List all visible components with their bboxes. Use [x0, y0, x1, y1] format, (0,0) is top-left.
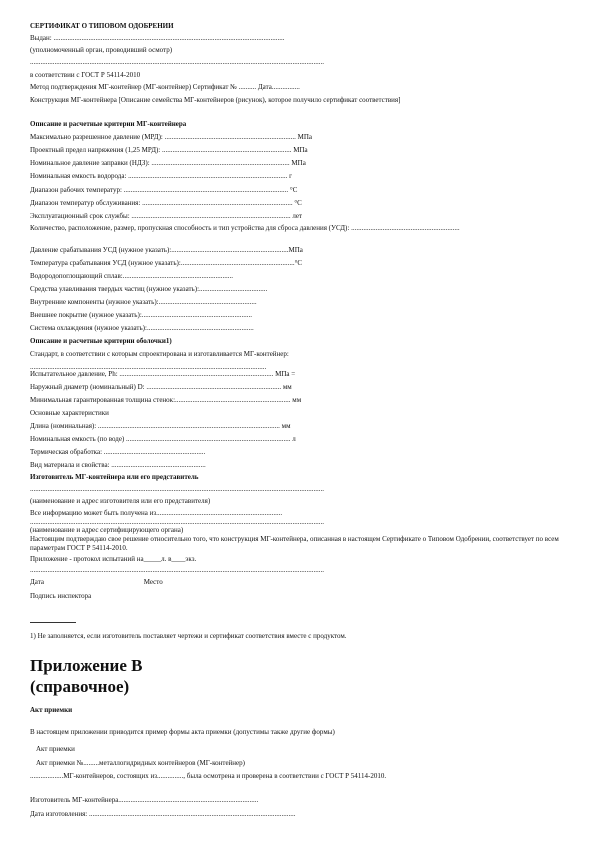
field-length: Длина (номинальная): ........................................................................................................ мм	[30, 422, 291, 430]
certificate-title: СЕРТИФИКАТ О ТИПОВОМ ОДОБРЕНИИ	[30, 22, 174, 30]
field-shell-standard: Стандарт, в соответствии с которым спроектирована и изготавливается МГ-контейнер:	[30, 350, 289, 358]
appendix-subtitle: (справочное)	[30, 677, 130, 696]
inspection-statement: ...................МГ-контейнеров, состоящих из..............., была осмотрена и проверена в соответствии с ГОСТ Р 54114-2010.	[30, 772, 387, 780]
information-source-line: Все информацию может быть получена из........................................................................	[30, 509, 283, 517]
inspector-signature-label: Подпись инспектора	[30, 592, 92, 600]
manufacturer-caption: (наименование и адрес изготовителя или его представителя)	[30, 497, 211, 505]
field-prd-description: Количество, расположение, размер, пропускная способность и тип устройства для сброса давления (УСД): ..............................................................	[30, 224, 460, 232]
footnote: 1) Не заполняется, если изготовитель поставляет чертежи и сертификат соответствия вместе с продуктом.	[30, 632, 347, 640]
blank-line: .......................................................................................................................................	[30, 363, 267, 371]
field-hydrogen-capacity: Номинальная емкость водорода: ........................................................................................... г	[30, 172, 293, 180]
field-test-pressure: Испытательное давление, Ph: ........................................................................................ МПа =	[30, 370, 296, 378]
issuing-authority-caption: (уполномоченный орган, проводивший осмотр)	[30, 46, 173, 54]
field-operating-temperature: Диапазон рабочих температур: .............................................................................................. °С	[30, 186, 298, 194]
container-manufacturer-line: Изготовитель МГ-контейнера................................................................................	[30, 796, 259, 804]
field-prd-temperature: Температура срабатывания УСД (нужное указать):.................................................................°С	[30, 259, 303, 267]
field-outer-diameter: Наружный диаметр (номинальный) D: ............................................................................. мм	[30, 383, 292, 391]
field-water-capacity: Номинальная емкость (по воде) .............................................................................................. л	[30, 435, 296, 443]
appendix-title: Приложение В	[30, 656, 143, 675]
field-nominal-fill-pressure: Номинальное давление заправки (НДЗ): ............................................................................... МПа	[30, 159, 306, 167]
appendix-intro: В настоящем приложении приводится пример формы акта приемки (допустимы также другие формы)	[30, 728, 335, 736]
confirmation-statement: Настоящим подтверждаю свое решение относительно того, что конструкция МГ-контейнера, описанная в настоящем Сертификате о Типовом Одобрении, соответствует по всем параметрам ГОСТ Р 54114-2010.	[30, 535, 559, 552]
field-service-temperature: Диапазон температур обслуживания: ...................................................................................... °С	[30, 199, 302, 207]
blank-line: ........................................................................................................................................................................	[30, 485, 324, 493]
field-particle-filter: Средства улавливания твердых частиц (нужное указать):.......................................	[30, 285, 268, 293]
section-heading-manufacturer: Изготовитель МГ-контейнера или его представитель	[30, 473, 199, 481]
section-heading-container: Описание и расчетные критерии МГ-контейнера	[30, 120, 187, 128]
field-material: Вид материала и свойства: ......................................................	[30, 461, 206, 469]
field-hydride-alloy: Водородопоглощающий сплав:...............................................................	[30, 272, 233, 280]
certifying-body-caption: (наименование и адрес сертифицирующего органа)	[30, 526, 184, 534]
field-prd-pressure: Давление срабатывания УСД (нужное указать):...................................................................МПа	[30, 246, 303, 254]
standard-reference: в соответствии с ГОСТ Р 54114-2010	[30, 71, 141, 79]
issued-by-line: Выдан: ....................................................................................................................................	[30, 34, 285, 42]
acceptance-act-title: Акт приемки	[36, 745, 75, 753]
acceptance-act-number-line: Акт приемки №.........металлогидридных контейнеров (МГ-контейнер)	[36, 759, 245, 767]
section-heading-main-characteristics: Основные характеристики	[30, 409, 109, 417]
field-design-stress: Проектный предел напряжения (1,25 МРД): .......................................................................... МПа	[30, 146, 308, 154]
date-place-line: Дата Место	[30, 578, 163, 586]
container-design-line: Конструкция МГ-контейнера [Описание семейства МГ-контейнеров (рисунок), которое получило сертификат соответствия]	[30, 96, 401, 104]
acceptance-act-heading: Акт приемки	[30, 706, 73, 714]
attachment-line: Приложение - протокол испытаний на_____л. в____экз.	[30, 555, 197, 563]
field-cooling-system: Система охлаждения (нужное указать):.............................................................	[30, 324, 254, 332]
field-heat-treatment: Термическая обработка: ..........................................................	[30, 448, 206, 456]
footnote-divider	[30, 622, 76, 623]
field-wall-thickness: Минимальная гарантированная толщина стенок:.................................................................. мм	[30, 396, 302, 404]
field-external-coating: Внешнее покрытие (нужное указать):...............................................................	[30, 311, 253, 319]
manufacture-date-line: Дата изготовления: ......................................................................................................................	[30, 810, 296, 818]
field-service-life: Эксплуатационный срок службы: ........................................................................................... лет	[30, 212, 303, 220]
field-internal-components: Внутренние компоненты (нужное указать):........................................................	[30, 298, 257, 306]
blank-line: ........................................................................................................................................................................	[30, 566, 324, 574]
blank-line: ........................................................................................................................................................................	[30, 58, 324, 66]
blank-line: ........................................................................................................................................................................	[30, 518, 324, 526]
field-max-pressure: Максимально разрешенное давление (МРД): ........................................................................... МПа	[30, 133, 312, 141]
certificate-number-line: Метод подтверждения МГ-контейнер (МГ-контейнер) Сертификат № .......... Дата................	[30, 83, 300, 91]
section-heading-shell: Описание и расчетные критерии оболочки1)	[30, 337, 172, 345]
